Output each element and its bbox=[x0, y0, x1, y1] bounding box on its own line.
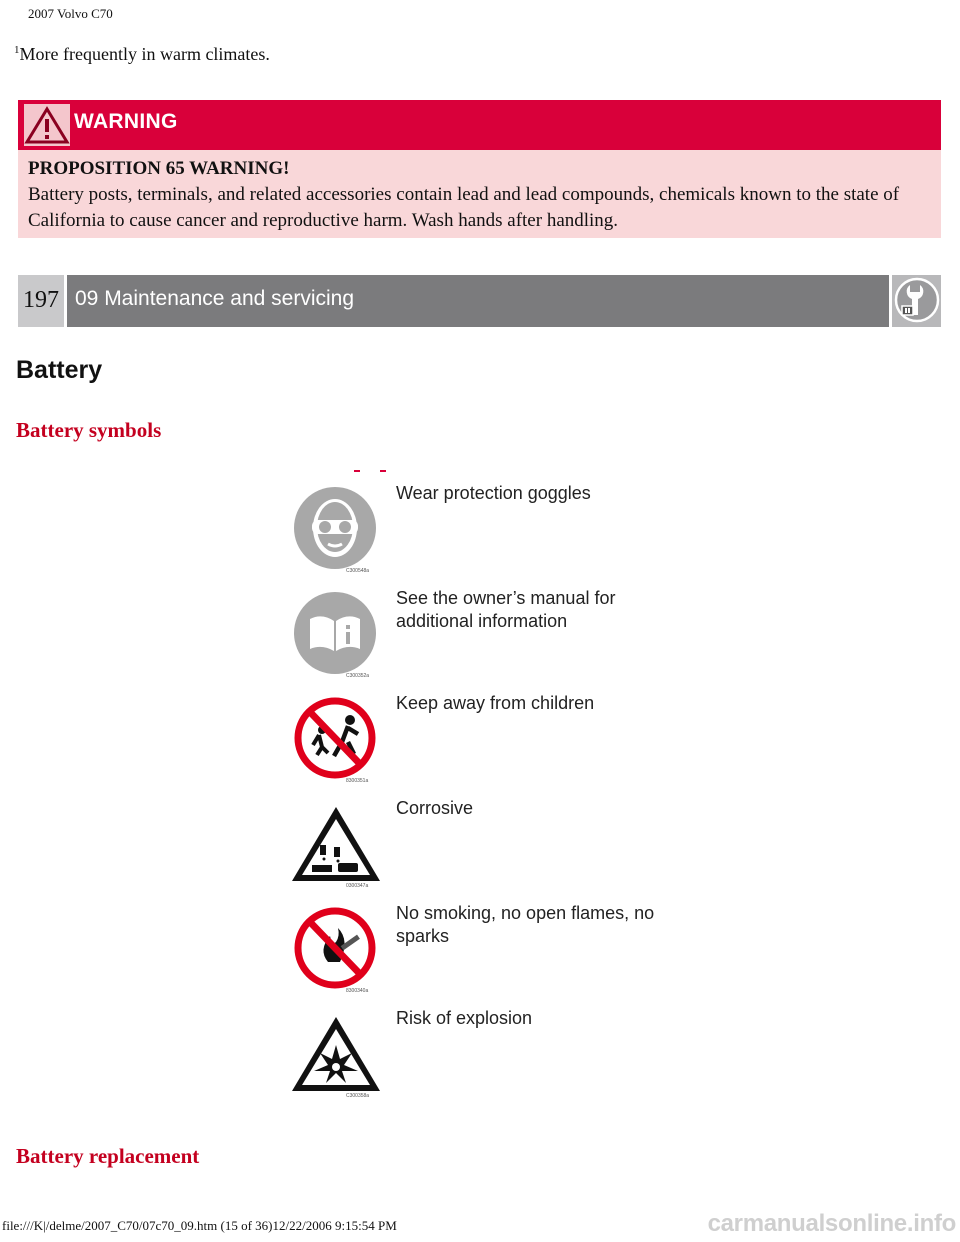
symbol-code: C300352a bbox=[346, 673, 370, 679]
symbol-corrosive bbox=[288, 785, 688, 890]
warning-text: Battery posts, terminals, and related accessories contain lead and lead compounds, chemicals known to the state of California to cause cancer and reproductive harm. Wash hands after handling. bbox=[28, 184, 900, 231]
symbol-label: No smoking, no open flames, no sparks bbox=[396, 903, 655, 946]
battery-symbols-figure bbox=[288, 470, 688, 1120]
no-flames-icon bbox=[288, 900, 384, 996]
subtitle-battery-replacement: Battery replacement bbox=[16, 1144, 200, 1168]
symbol-label: Wear protection goggles bbox=[396, 483, 591, 503]
warning-triangle-icon bbox=[24, 104, 70, 146]
symbol-code: C300548a bbox=[346, 568, 370, 574]
page-number: 197 bbox=[18, 275, 64, 327]
symbol-code: C300358a bbox=[346, 1093, 370, 1099]
section-title: Battery bbox=[16, 356, 103, 384]
footer-path: file:///K|/delme/2007_C70/07c70_09.htm (15 of 36)12/22/2006 9:15:54 PM bbox=[2, 1218, 397, 1233]
symbol-label: Keep away from children bbox=[396, 693, 595, 713]
goggles-icon bbox=[288, 480, 384, 576]
wrench-icon bbox=[894, 277, 940, 323]
warning-header bbox=[18, 100, 941, 150]
footnote bbox=[14, 44, 270, 65]
document-title: 2007 Volvo C70 bbox=[28, 6, 113, 21]
symbol-code: 0300347a bbox=[346, 883, 369, 889]
chapter-bar bbox=[18, 275, 941, 327]
watermark: carmanualsonline.info bbox=[707, 1210, 956, 1237]
corrosive-icon bbox=[288, 795, 384, 891]
footnote-text: More frequently in warm climates. bbox=[19, 44, 270, 64]
warning-label: WARNING bbox=[74, 110, 178, 133]
symbol-code: 8300351a bbox=[346, 778, 369, 784]
book-info-icon bbox=[288, 585, 384, 681]
symbol-explosion bbox=[288, 995, 688, 1100]
symbol-manual bbox=[288, 575, 688, 680]
symbol-goggles bbox=[288, 470, 688, 575]
chapter-icon-box bbox=[889, 275, 941, 327]
chapter-divider bbox=[64, 275, 67, 327]
symbol-children bbox=[288, 680, 688, 785]
symbol-no-smoking bbox=[288, 890, 688, 995]
warning-body bbox=[18, 150, 941, 238]
chapter-title: 09 Maintenance and servicing bbox=[75, 287, 355, 310]
footnote-marker: 1 bbox=[14, 44, 20, 56]
symbol-code: 8300340a bbox=[346, 988, 369, 994]
symbol-label: See the owner’s manual for additional information bbox=[396, 588, 616, 631]
explosion-icon bbox=[288, 1005, 384, 1101]
subtitle-battery-symbols: Battery symbols bbox=[16, 418, 162, 442]
symbol-label: Risk of explosion bbox=[396, 1008, 533, 1028]
keep-away-children-icon bbox=[288, 690, 384, 786]
warning-title: PROPOSITION 65 WARNING! bbox=[28, 158, 290, 179]
symbol-label: Corrosive bbox=[396, 798, 474, 818]
